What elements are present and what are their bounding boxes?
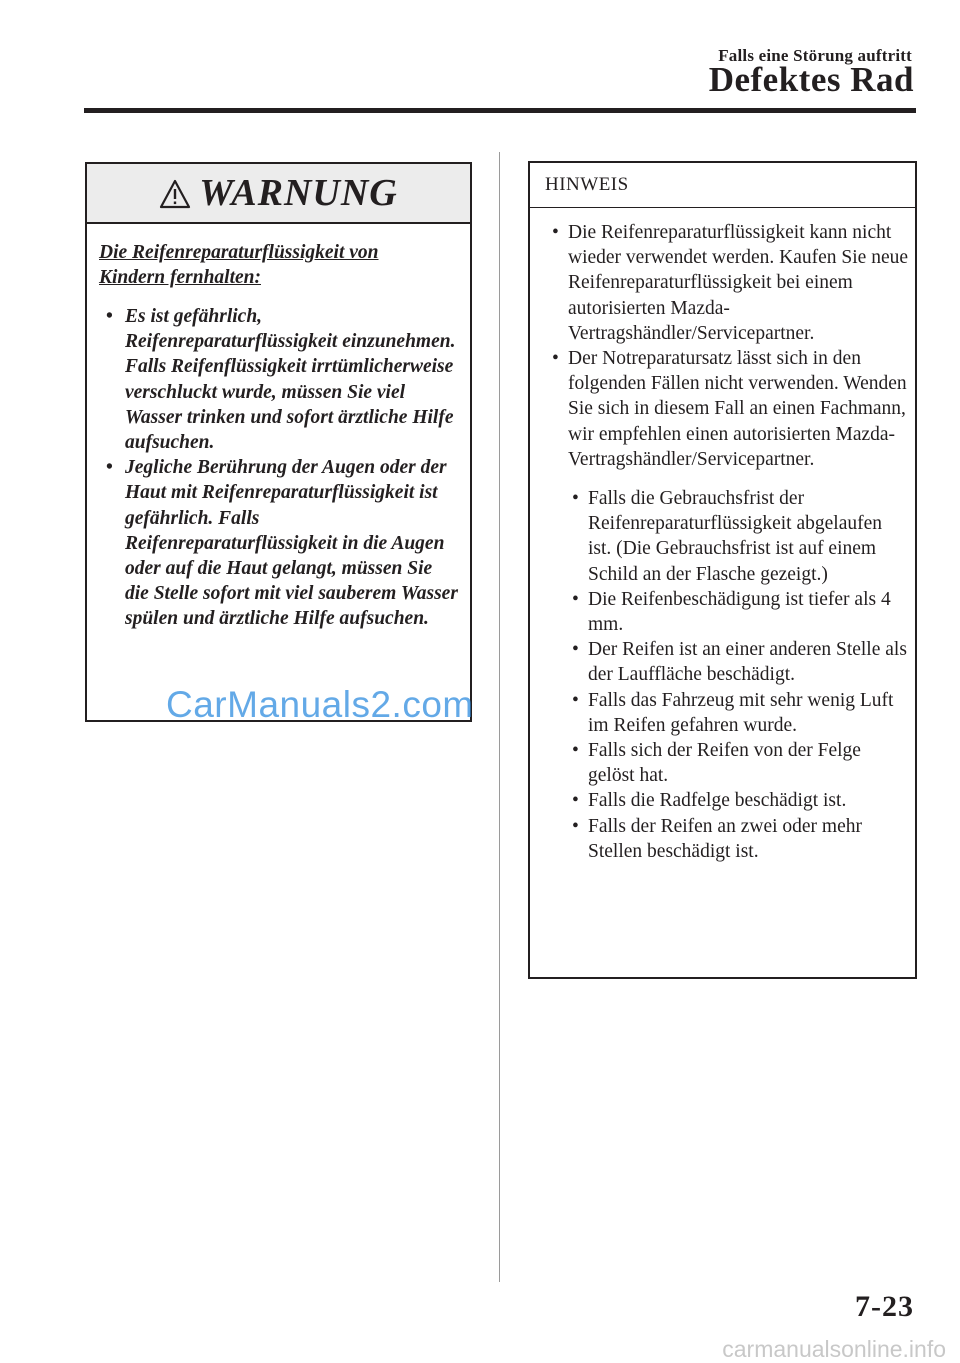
note-list (540, 220, 909, 864)
warning-intro: Die Reifenreparaturflüssigkeit von Kindern fernhalten: (99, 242, 379, 288)
note-sub-item: • Falls die Radfelge beschädigt ist. (560, 788, 909, 813)
note-sub-item: • Die Reifenbeschädigung ist tiefer als 4 mm. (572, 588, 891, 636)
note-item: • Der Notreparatursatz lässt sich in den folgenden Fällen nicht verwenden. Wenden Sie sich in diesem Fall an einen Fachmann, wir empfehlen einen autorisierten Mazda-Vertragshändler/Servicepartner. • Falls die Gebrauchsfrist der Reifenreparaturflüssigkeit abgelaufen ist. (Die Gebrauchsfrist ist auf einem Schild an der Flasche gezeigt.) • Die Reifenbeschädigung ist tiefer als 4 mm. • Der Reifen ist an einer anderen Stelle als der Lauffläche beschädigt. • Falls das Fahrzeug mit sehr wenig Luft im Reifen gefahren wurde. • Falls sich der Reifen von der Felge gelöst hat. • Falls die Radfelge beschädigt ist. • Falls der Reifen an zwei oder mehr Stellen beschädigt ist. (540, 346, 909, 864)
bullet: • (572, 740, 579, 762)
note-sub-item: • Falls die Gebrauchsfrist der Reifenreparaturflüssigkeit abgelaufen ist. (Die Gebrauchsfrist ist auf einem Schild an der Flasche gezeigt.) (572, 488, 882, 585)
note-sub-item: • Falls sich der Reifen von der Felge gelöst hat. (572, 740, 861, 787)
warning-item: • Jegliche Berührung der Augen oder der Haut mit Reifenreparaturflüssigkeit ist gefährlich. Falls Reifenreparaturflüssigkeit in die Augen oder auf die Haut gelangt, müssen Sie die Stelle sofort mit viel sauberem Wasser spülen und ärztliche Hilfe aufsuchen. (106, 457, 458, 630)
note-sub-item: • Der Reifen ist an einer anderen Stelle als der Lauffläche beschädigt. (572, 639, 907, 686)
watermark-link[interactable]: CarManuals2.com (166, 684, 474, 725)
bullet: • (552, 348, 559, 370)
warning-box (85, 162, 472, 722)
header-rule (84, 108, 916, 113)
page-title: Defektes Rad (708, 60, 914, 99)
warning-body (87, 224, 470, 632)
column-divider (499, 152, 500, 1282)
warning-header (87, 164, 470, 224)
footer-link[interactable]: carmanualsonline.info (722, 1336, 946, 1362)
note-sub-item: • Falls der Reifen an zwei oder mehr Stellen beschädigt ist. (572, 815, 862, 862)
note-body (530, 208, 915, 864)
bullet: • (572, 639, 579, 661)
bullet: • (572, 488, 579, 510)
note-sub-list (560, 486, 909, 864)
warning-list (99, 304, 458, 632)
warning-title: WARNUNG (199, 172, 398, 214)
page-number: 7-23 (855, 1290, 914, 1323)
bullet: • (572, 815, 579, 837)
note-header: HINWEIS (530, 163, 915, 208)
note-sub-item: • Falls das Fahrzeug mit sehr wenig Luft im Reifen gefahren wurde. (572, 689, 894, 736)
warning-item: • Es ist gefährlich, Reifenreparaturflüssigkeit einzunehmen. Falls Reifenflüssigkeit irrtümlicherweise verschluckt wurde, müssen Sie viel Wasser trinken und sofort ärztliche Hilfe aufsuchen. (106, 306, 456, 454)
section-subtitle: Falls eine Störung auftritt (718, 46, 912, 65)
bullet: • (572, 689, 579, 711)
note-item: • Die Reifenreparaturflüssigkeit kann nicht wieder verwendet werden. Kaufen Sie neue Reifenreparaturflüssigkeit bei einem autorisierten Mazda-Vertragshändler/Servicepartner. (552, 222, 909, 344)
bullet: • (552, 222, 559, 243)
bullet: • (572, 790, 579, 812)
warning-triangle-icon (159, 179, 191, 209)
bullet: • (106, 457, 113, 479)
bullet: • (106, 306, 113, 327)
note-box (528, 161, 917, 979)
bullet: • (572, 588, 579, 610)
